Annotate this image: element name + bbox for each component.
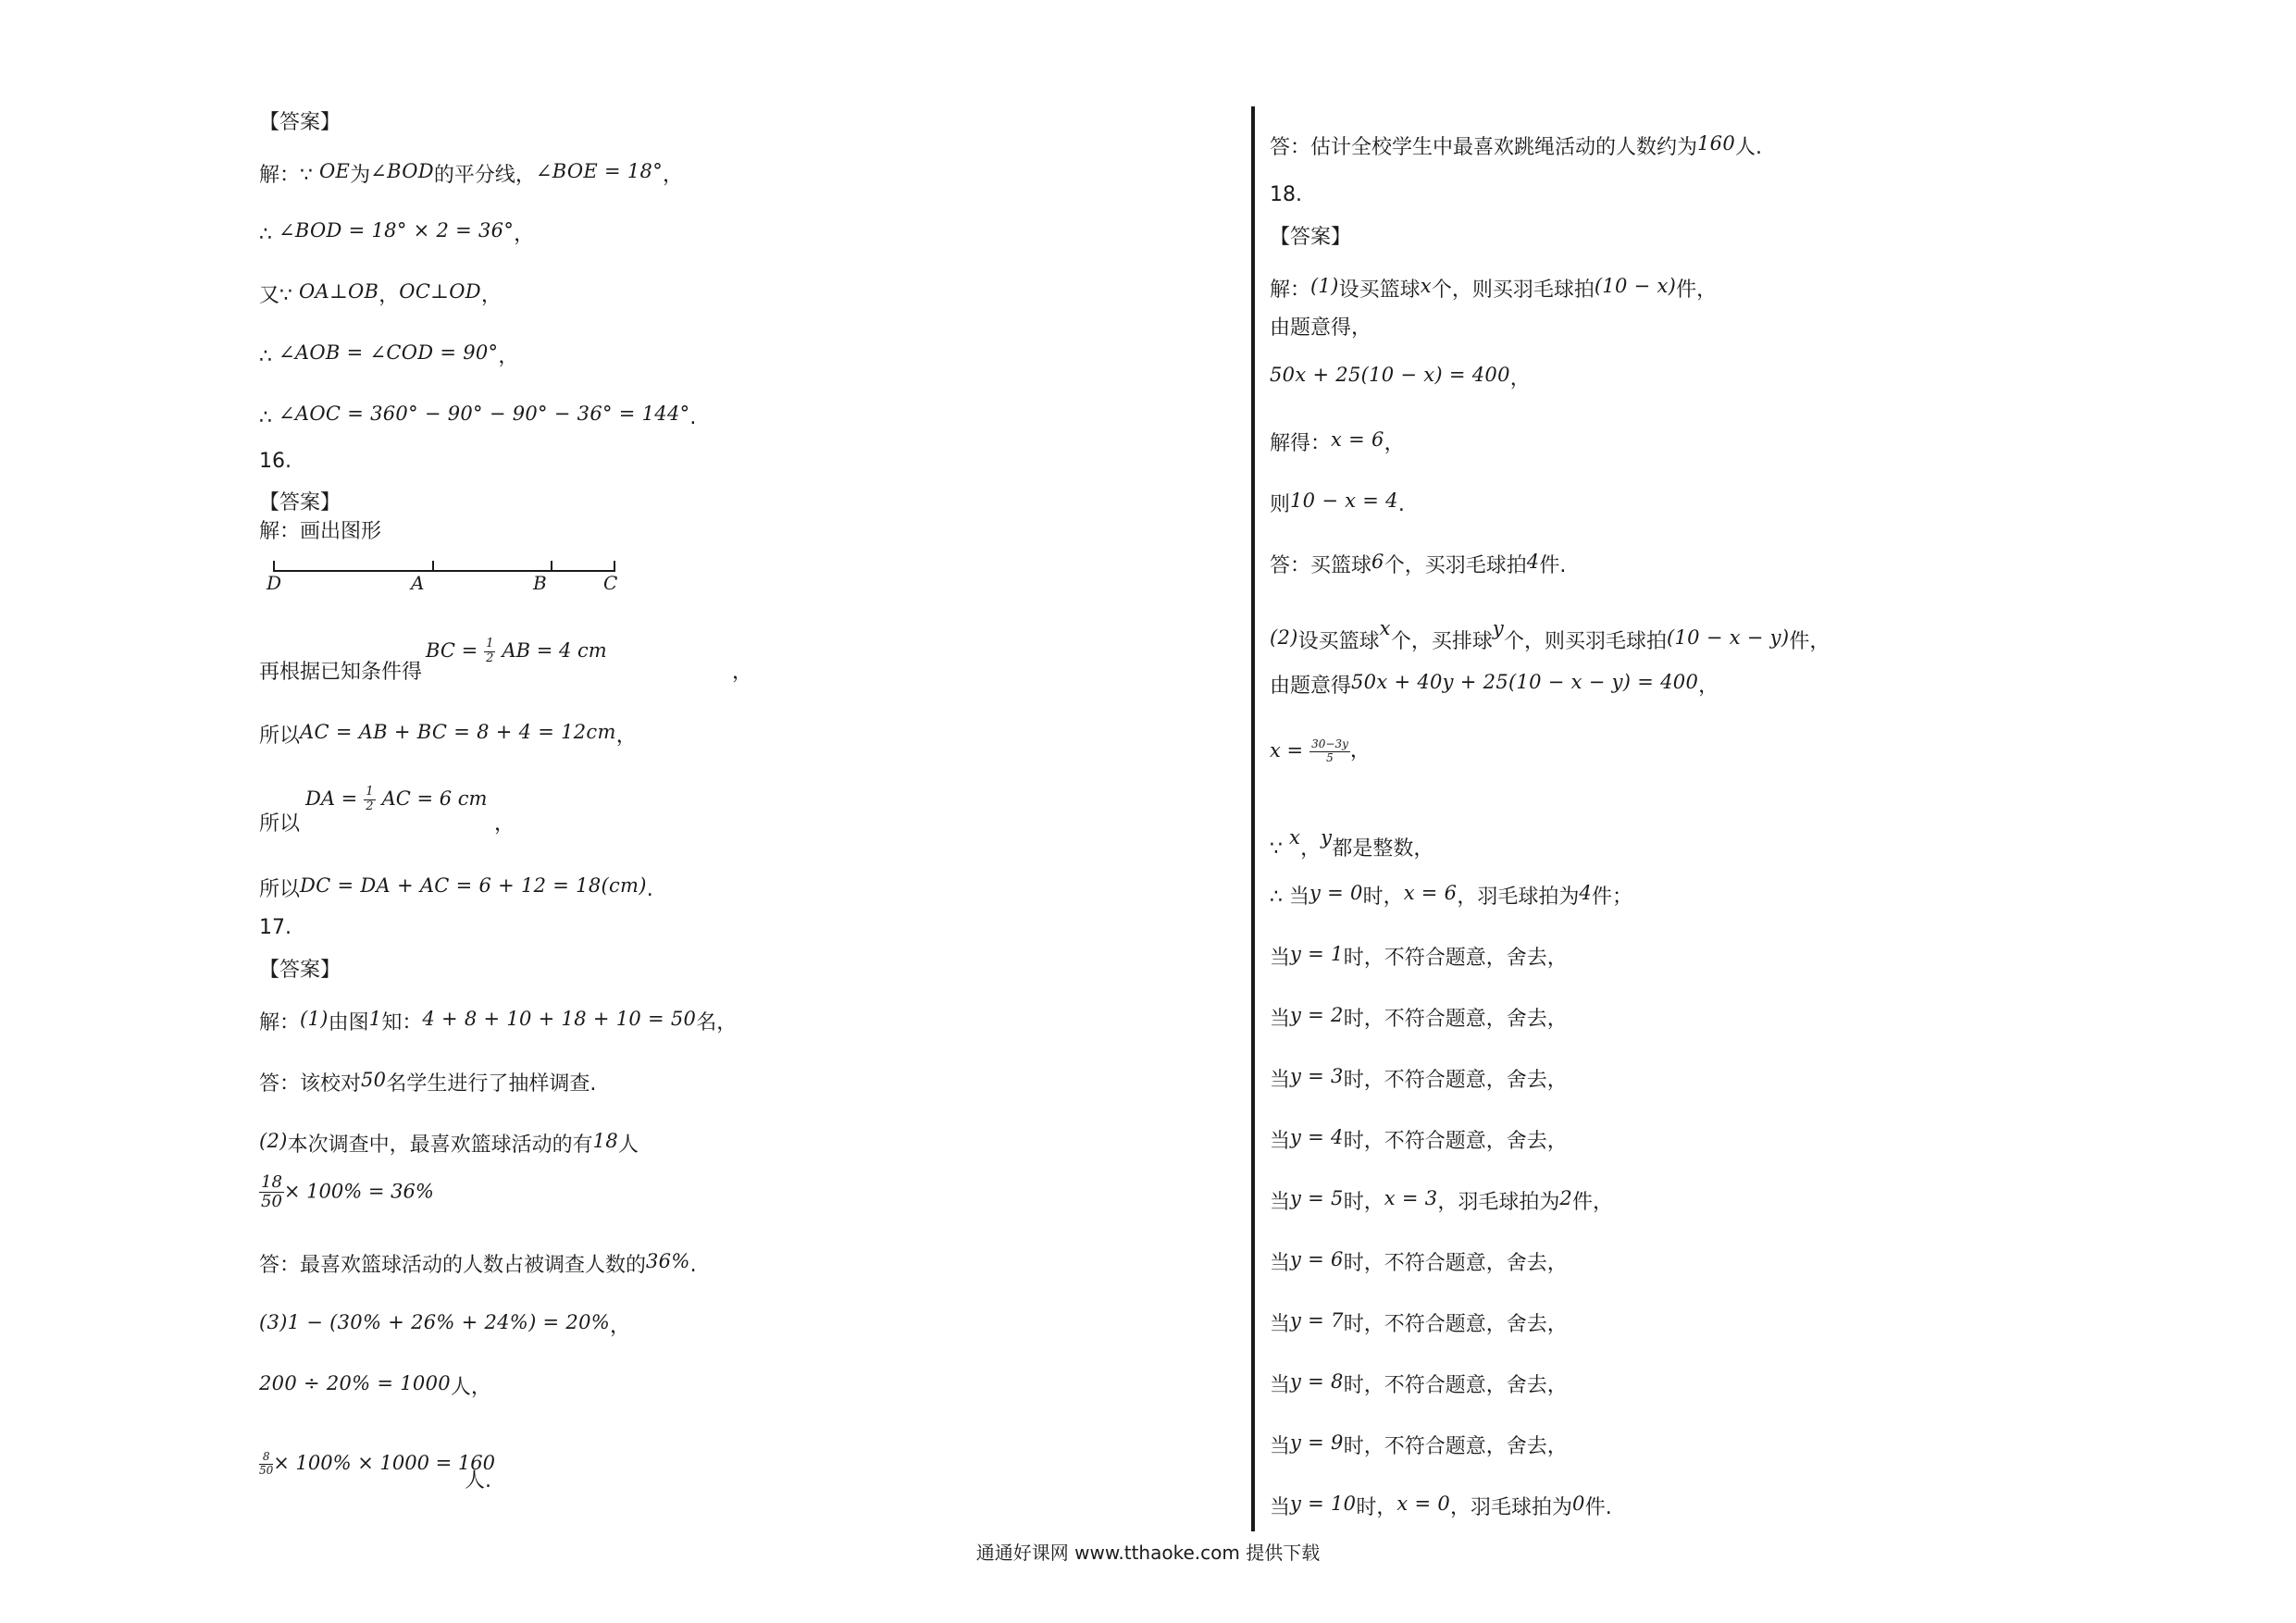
formula-line: $\frac{18}{50}$ × 100% = 36% [261,1172,434,1211]
case-line: 当y = 9时，不符合题意，舍去， [1270,1431,1568,1458]
formula-line: $\frac{8}{50}$ × 100% × 1000 = 160 [259,1450,496,1477]
solution-line: (2)本次调查中，最喜欢篮球活动的有18人 [259,1130,639,1157]
solution-line: 200 ÷ 20% = 1000人， [259,1372,491,1399]
solution-line: ∵ x，y都是整数， [1270,826,1434,861]
answer-heading: 【答案】 [259,491,341,514]
point-label-a: A [411,572,425,594]
solution-line: (2)设买篮球x个，买排球y个，则买羽毛球拍(10 − x − y)件， [1270,617,1831,653]
solution-line: 所以 ， [259,812,515,836]
point-label-c: C [603,572,618,594]
solution-line: 解：(1)设买篮球x个，则买羽毛球拍(10 − x)件， [1270,275,1718,302]
solution-line: ∴ 当y = 0时，x = 6，羽毛球拍为4件； [1270,882,1633,909]
case-line: 当y = 4时，不符合题意，舍去， [1270,1126,1568,1153]
page-footer: 通通好课网 www.tthaoke.com 提供下载 [975,1542,1321,1564]
solution-line: 由题意得， [1270,316,1372,340]
solution-line: 人. [465,1469,491,1493]
solution-line: ∴ ∠AOB = ∠COD = 90°， [259,341,519,368]
question-number: 16. [259,450,292,473]
solution-line: 所以DC = DA + AC = 6 + 12 = 18(cm). [259,874,653,901]
formula-line: DA = $\frac{1}{2}$ AC = 6 cm [305,785,488,813]
formula-line: x = $\frac{30-3y}{5}$ ， [1270,737,1371,764]
solution-line: 解得：x = 6， [1270,428,1405,455]
line-segment-figure [270,555,622,601]
solution-line: 解：画出图形 [259,520,382,543]
answer-heading: 【答案】 [1270,226,1352,249]
point-label-d: D [267,572,282,594]
question-number: 18. [1270,183,1302,206]
case-line: 当y = 10时，x = 0，羽毛球拍为0件. [1270,1493,1612,1519]
case-line: 当y = 6时，不符合题意，舍去， [1270,1248,1568,1275]
solution-line: 则10 − x = 4. [1270,489,1405,516]
question-number: 17. [259,916,292,939]
solution-line: 再根据已知条件得 ， [259,661,753,684]
solution-line: 答：该校对50名学生进行了抽样调查. [259,1069,597,1096]
solution-line: 答：买篮球6个，买羽毛球拍4件. [1270,551,1567,577]
solution-line: 答：估计全校学生中最喜欢跳绳活动的人数约为160人. [1270,132,1762,159]
case-line: 当y = 8时，不符合题意，舍去， [1270,1370,1568,1397]
solution-line: 答：最喜欢篮球活动的人数占被调查人数的36%. [259,1250,697,1277]
solution-line: 解：(1)由图1知：4 + 8 + 10 + 18 + 10 = 50名， [259,1008,738,1035]
solution-line: 50x + 25(10 − x) = 400， [1270,364,1531,390]
solution-line: 所以AC = AB + BC = 8 + 4 = 12cm， [259,721,637,748]
column-divider [1251,106,1255,1531]
case-line: 当y = 5时，x = 3，羽毛球拍为2件， [1270,1187,1614,1214]
answer-heading: 【答案】 [259,111,341,134]
case-line: 当y = 1时，不符合题意，舍去， [1270,943,1568,970]
case-line: 当y = 3时，不符合题意，舍去， [1270,1065,1568,1092]
solution-line: (3)1 − (30% + 26% + 24%) = 20%， [259,1311,630,1338]
point-label-b: B [533,572,547,594]
solution-line: ∴ ∠BOD = 18° × 2 = 36°， [259,219,535,246]
formula-line: BC = $\frac{1}{2}$ AB = 4 cm [426,637,607,665]
case-line: 当y = 2时，不符合题意，舍去， [1270,1004,1568,1031]
left-column [259,0,1222,1623]
solution-line: 由题意得50x + 40y + 25(10 − x − y) = 400， [1270,671,1719,698]
solution-line: ∴ ∠AOC = 360° − 90° − 90° − 36° = 144°. [259,403,697,429]
case-line: 当y = 7时，不符合题意，舍去， [1270,1309,1568,1336]
answer-heading: 【答案】 [259,959,341,982]
solution-line: 解：∵ OE为∠BOD的平分线，∠BOE = 18°， [259,160,684,187]
solution-line: 又∵ OA⊥OB，OC⊥OD， [259,280,502,307]
right-column [1270,0,2214,1623]
